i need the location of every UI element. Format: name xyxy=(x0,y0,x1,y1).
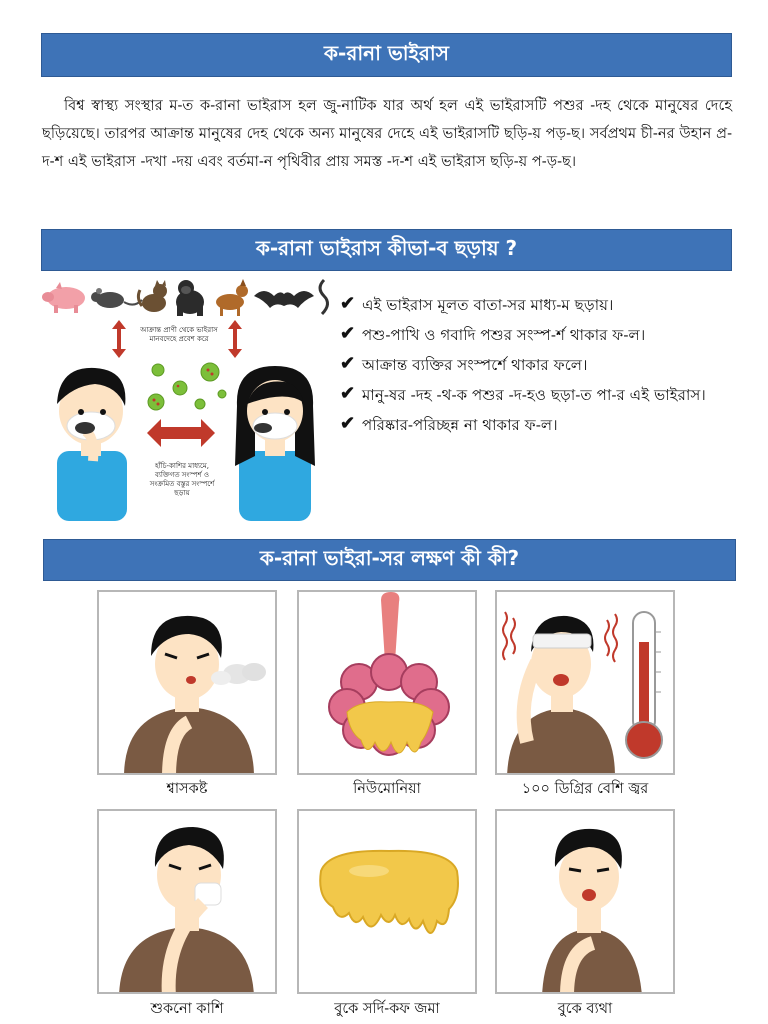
checkmark-icon: ✔ xyxy=(340,323,356,344)
symptom-card-dry-cough xyxy=(97,809,277,994)
spread-heading: ক-রানা ভাইরাস কীভা-ব ছড়ায় ? xyxy=(255,235,518,260)
masked-woman-icon xyxy=(225,356,325,521)
transmission-illustration xyxy=(40,276,330,526)
dog-icon xyxy=(216,279,248,316)
virus-particles-icon xyxy=(140,358,230,418)
symptom-label-fever: ১০০ ডিগ্রির বেশি জ্বর xyxy=(521,781,649,797)
symptom-label-chest-pain: বুকে ব্যথা xyxy=(557,1001,613,1017)
page-title-banner xyxy=(41,33,732,77)
spread-point xyxy=(340,290,735,320)
symptom-card-breathing xyxy=(97,590,277,775)
horizontal-transmission-arrow xyxy=(147,419,215,447)
spread-points-list xyxy=(340,290,735,440)
symptom-card-chest-pain xyxy=(495,809,675,994)
symptom-label-breathing: শ্বাসকষ্ট xyxy=(166,781,208,797)
fever-thermometer-icon xyxy=(497,592,675,775)
civet-icon xyxy=(138,280,167,312)
symptoms-heading-banner xyxy=(43,539,736,581)
symptoms-heading: ক-রানা ভাইরা-সর লক্ষণ কী কী? xyxy=(259,545,520,570)
page-title: ক-রানা ভাইরাস xyxy=(324,40,449,65)
symptom-card-phlegm xyxy=(297,809,477,994)
pneumonia-lungs-icon xyxy=(299,592,477,775)
phlegm-icon xyxy=(299,811,477,994)
spread-point xyxy=(340,410,735,440)
chest-pain-icon xyxy=(497,811,675,994)
spread-point-text: পরিষ্কার-পরিচ্ছন্ন না থাকার ফ-ল। xyxy=(362,416,558,434)
animals-row xyxy=(42,278,332,318)
dry-cough-icon xyxy=(99,811,277,994)
spread-point xyxy=(340,350,735,380)
symptom-card-fever xyxy=(495,590,675,775)
intro-paragraph: বিশ্ব স্বাস্থ্য সংস্থার ম-ত ক-রানা ভাইরাস হল জু-নাটিক যার অর্থ হল এই ভাইরাসটি পশুর -দহ থেকে মানুষের দেহে ছড়িয়েছে। তারপর আক্রান্ত মানুষের দেহ থেকে অন্য মানুষের দেহে এই ভাইরাসটি ছড়ি-য় পড়-ছ। সর্বপ্রথম চী-নর উহান প্র-দ-শ এই ভাইরাস -দখা -দয় এবং বর্তমা-ন পৃথিবীর প্রায় সমস্ত -দ-শ এই ভাইরাস ছড়ি-য় প-ড়-ছ। xyxy=(42,97,732,170)
rat-icon xyxy=(91,288,142,308)
bat-icon xyxy=(254,291,314,308)
spread-heading-banner xyxy=(41,229,732,271)
breathing-difficulty-icon xyxy=(99,592,277,775)
up-down-arrow-left xyxy=(112,320,126,358)
symptom-label-pneumonia: নিউমোনিয়া xyxy=(353,781,421,797)
snake-icon xyxy=(320,280,328,314)
pig-icon xyxy=(42,282,85,313)
gorilla-icon xyxy=(176,280,204,316)
symptom-card-pneumonia xyxy=(297,590,477,775)
symptom-label-dry-cough: শুকনো কাশি xyxy=(150,1001,224,1017)
spread-point-text: আক্রান্ত ব্যক্তির সংস্পর্শে থাকার ফলে। xyxy=(362,356,588,374)
illustration-top-caption: আক্রান্ত প্রাণী থেকে ভাইরাস মানবদেহে প্রবেশ করে xyxy=(140,326,218,343)
checkmark-icon: ✔ xyxy=(340,383,356,404)
spread-point xyxy=(340,320,735,350)
checkmark-icon: ✔ xyxy=(340,413,356,434)
checkmark-icon: ✔ xyxy=(340,353,356,374)
spread-point-text: পশু-পাখি ও গবাদি পশুর সংস্প-র্শ থাকার ফ-ল। xyxy=(362,326,646,344)
spread-point-text: মানু-ষর -দহ -থ-ক পশুর -দ-হও ছড়া-ত পা-র এই ভাইরাস। xyxy=(362,386,706,404)
illustration-bottom-caption: হাঁচি-কাশির মাধ্যমে, ব্যক্তিগত সংস্পর্শ ও সংক্রমিত বস্তুর সংস্পর্শে ছড়ায় xyxy=(149,462,215,497)
up-down-arrow-right xyxy=(228,320,242,358)
masked-man-icon xyxy=(45,356,140,521)
spread-point-text: এই ভাইরাস মূলত বাতা-সর মাধ্য-ম ছড়ায়। xyxy=(362,296,614,314)
spread-point xyxy=(340,380,735,410)
checkmark-icon: ✔ xyxy=(340,293,356,314)
symptom-label-phlegm: বুকে সর্দি-কফ জমা xyxy=(334,1001,440,1017)
